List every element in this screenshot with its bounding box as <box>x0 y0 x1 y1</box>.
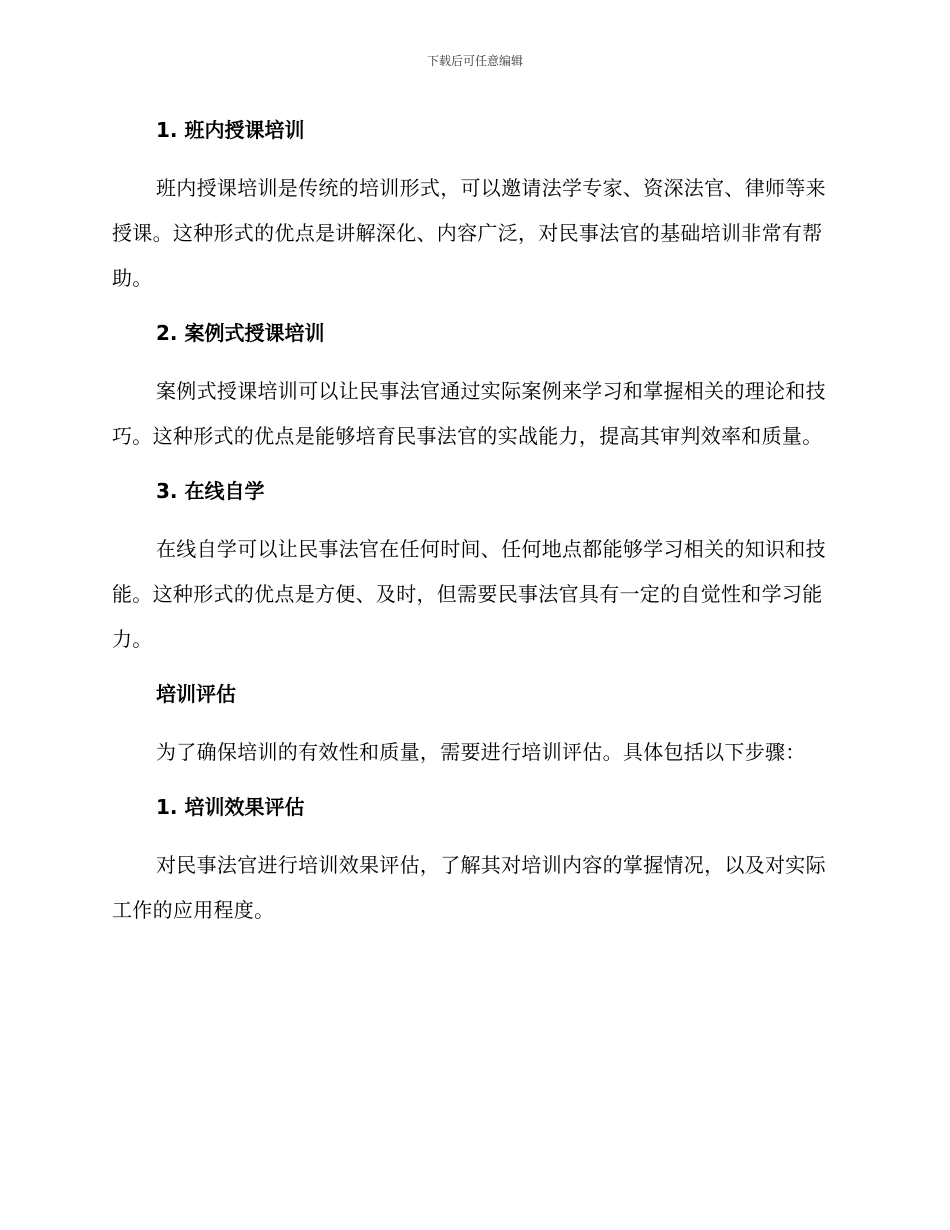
section-heading-5: 1. 培训效果评估 <box>156 795 305 819</box>
section-paragraph-1: 班内授课培训是传统的培训形式，可以邀请法学专家、资深法官、律师等来授课。这种形式的优点是讲解深化、内容广泛，对民事法官的基础培训非常有帮助。 <box>112 176 826 290</box>
header-note: 下载后可任意编辑 <box>426 54 523 68</box>
section-heading-4: 培训评估 <box>156 682 236 706</box>
section-heading-3: 3. 在线自学 <box>156 479 265 503</box>
section-heading-2: 2. 案例式授课培训 <box>156 321 325 345</box>
section-heading-1: 1. 班内授课培训 <box>156 118 305 142</box>
section-paragraph-5: 对民事法官进行培训效果评估，了解其对培训内容的掌握情况，以及对实际工作的应用程度。 <box>112 853 826 922</box>
section-paragraph-2: 案例式授课培训可以让民事法官通过实际案例来学习和掌握相关的理论和技巧。这种形式的优点是能够培育民事法官的实战能力，提高其审判效率和质量。 <box>112 379 826 448</box>
section-paragraph-3: 在线自学可以让民事法官在任何时间、任何地点都能够学习相关的知识和技能。这种形式的优点是方便、及时，但需要民事法官具有一定的自觉性和学习能力。 <box>112 537 826 651</box>
section-paragraph-4: 为了确保培训的有效性和质量，需要进行培训评估。具体包括以下步骤： <box>156 740 806 764</box>
document-body <box>112 112 837 947</box>
